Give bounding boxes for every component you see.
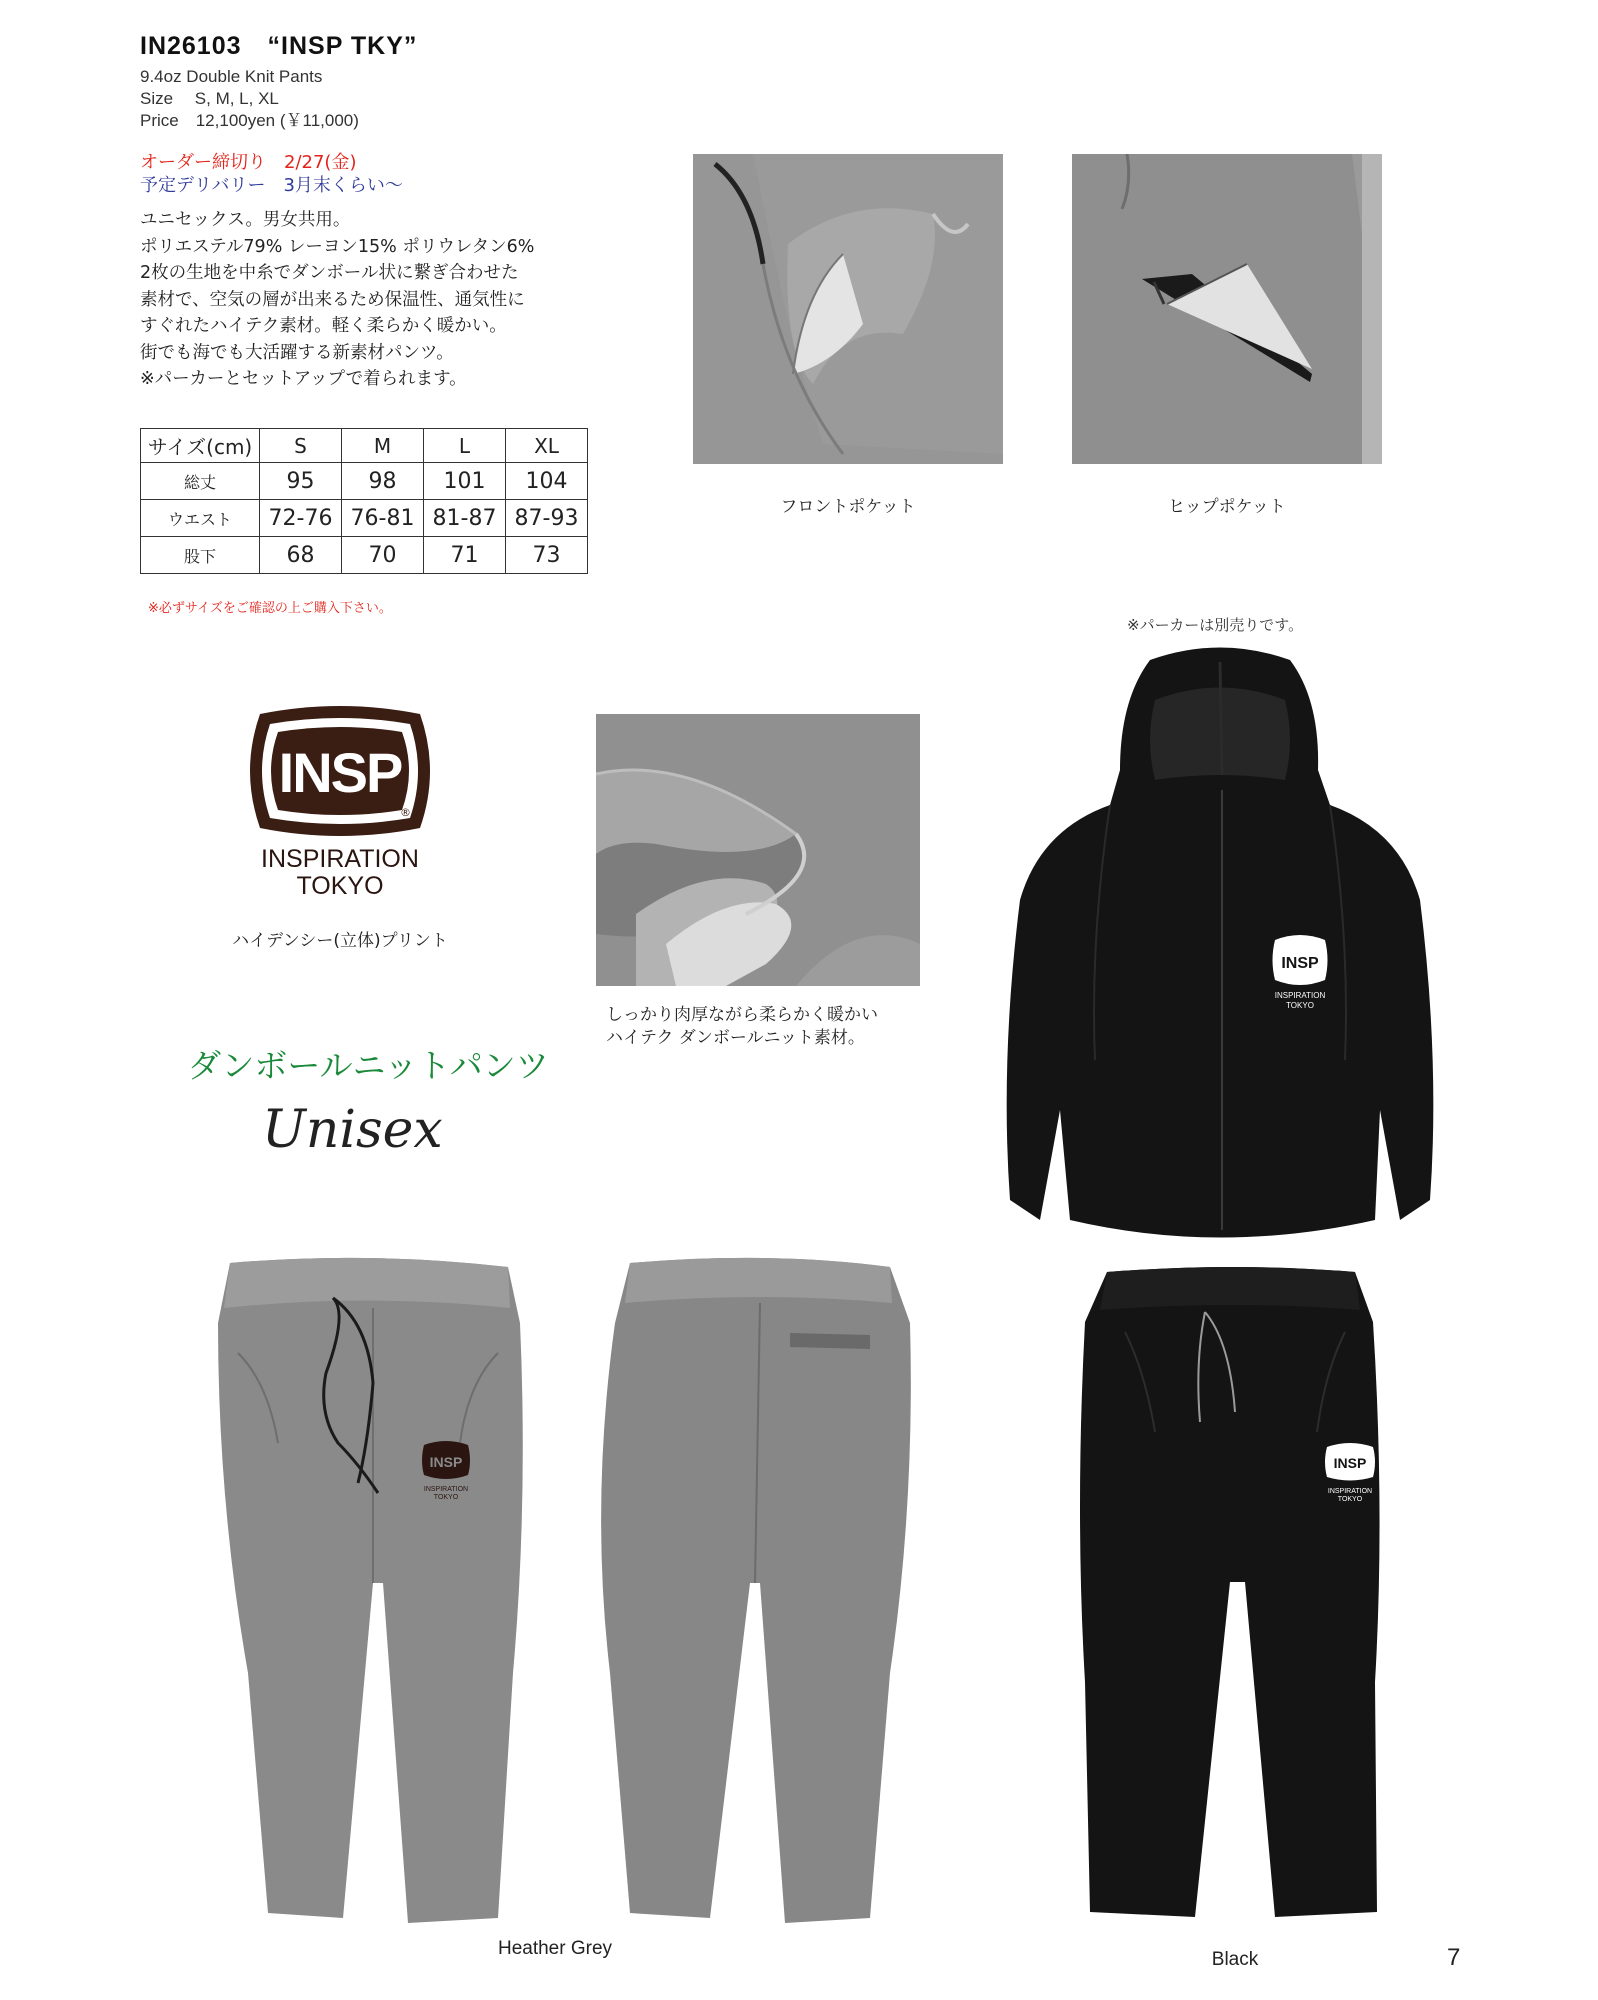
product-title: IN26103 “INSP TKY” [140, 32, 418, 60]
row-label: 総丈 [141, 463, 260, 500]
grey-logo-line-1: INSPIRATION [423, 1486, 469, 1493]
logo-line-2: TOKYO [296, 872, 384, 900]
logo-wordmark [190, 846, 490, 900]
hip-pocket-photo [1072, 154, 1382, 464]
description-line: 街でも海でも大活躍する新素材パンツ。 [140, 342, 454, 363]
spec-line-size: Size S, M, L, XL [140, 89, 279, 108]
spec-line-price: Price 12,100yen (￥11,000) [140, 111, 359, 130]
grey-logo-line-2: TOKYO [433, 1494, 459, 1501]
logo-line-1: INSPIRATION [261, 845, 419, 873]
table-cell: 81-87 [424, 500, 506, 537]
black-logo-line-2: TOKYO [1337, 1496, 1363, 1503]
parka-logo-line-2: TOKYO [1286, 1001, 1314, 1010]
table-cell: 70 [342, 537, 424, 574]
parka-logo-text: INSP [1281, 955, 1319, 972]
product-description [140, 207, 534, 393]
row-label: ウエスト [141, 500, 260, 537]
grey-logo-text: INSP [429, 1454, 463, 1470]
size-header-cell: M [342, 429, 424, 463]
table-cell: 104 [506, 463, 588, 500]
insp-logo [240, 706, 440, 836]
black-logo-line-1: INSPIRATION [1327, 1488, 1373, 1495]
size-header-cell: S [260, 429, 342, 463]
row-label: 股下 [141, 537, 260, 574]
table-row [141, 537, 588, 574]
size-table-header [141, 429, 588, 463]
description-line: すぐれたハイテク素材。軽く柔らかく暖かい。 [140, 316, 507, 336]
size-note: ※必ずサイズをご確認の上ご購入下さい。 [148, 601, 392, 616]
size-header-cell: XL [506, 429, 588, 463]
fabric-caption [606, 1004, 878, 1050]
headline-en: Unisex [262, 1100, 443, 1160]
table-cell: 73 [506, 537, 588, 574]
table-cell: 95 [260, 463, 342, 500]
size-header-label: サイズ(cm) [141, 429, 260, 463]
spec-line-fabric: 9.4oz Double Knit Pants [140, 67, 323, 86]
parka-note: ※パーカーは別売りです。 [1127, 616, 1304, 634]
registered-mark: ® [400, 806, 411, 819]
table-cell: 72-76 [260, 500, 342, 537]
table-row [141, 463, 588, 500]
description-line: ポリエステル79% レーヨン15% ポリウレタン6% [140, 236, 535, 257]
headline-jp: ダンボールニットパンツ [188, 1046, 549, 1085]
front-pocket-caption: フロントポケット [780, 497, 916, 517]
delivery-date: 予定デリバリー 3月末くらい〜 [140, 175, 403, 196]
description-line: ユニセックス。男女共用。 [140, 210, 351, 230]
black-caption: Black [1211, 1949, 1259, 1970]
table-cell: 101 [424, 463, 506, 500]
fabric-caption-line-2: ハイテク ダンボールニット素材。 [606, 1028, 865, 1048]
fabric-swatch-photo [596, 714, 920, 986]
front-pocket-photo [693, 154, 1003, 464]
logo-mark-text: INSP [278, 741, 402, 804]
black-logo-text: INSP [1333, 1455, 1367, 1471]
black-pants-photo [1055, 1262, 1420, 1922]
order-deadline: オーダー締切り 2/27(金) [140, 152, 357, 173]
table-cell: 68 [260, 537, 342, 574]
black-parka-photo [1000, 640, 1440, 1240]
table-row [141, 500, 588, 537]
fabric-caption-line-1: しっかり肉厚ながら柔らかく暖かい [606, 1005, 878, 1025]
parka-logo-line-1: INSPIRATION [1274, 991, 1326, 1000]
heather-grey-caption: Heather Grey [497, 1938, 613, 1959]
hip-pocket-caption: ヒップポケット [1168, 497, 1286, 517]
size-header-cell: L [424, 429, 506, 463]
table-cell: 87-93 [506, 500, 588, 537]
size-table [140, 428, 588, 574]
description-line: ※パーカーとセットアップで着られます。 [140, 369, 467, 389]
table-cell: 76-81 [342, 500, 424, 537]
table-cell: 71 [424, 537, 506, 574]
page-number: 7 [1447, 1944, 1461, 1971]
print-caption: ハイデンシー(立体)プリント [232, 931, 448, 951]
description-line: 素材で、空気の層が出来るため保温性、通気性に [140, 289, 525, 310]
description-line: 2枚の生地を中糸でダンボール状に繋ぎ合わせた [140, 263, 519, 283]
grey-pants-front-photo [198, 1253, 548, 1928]
grey-pants-back-photo [570, 1253, 930, 1928]
table-cell: 98 [342, 463, 424, 500]
